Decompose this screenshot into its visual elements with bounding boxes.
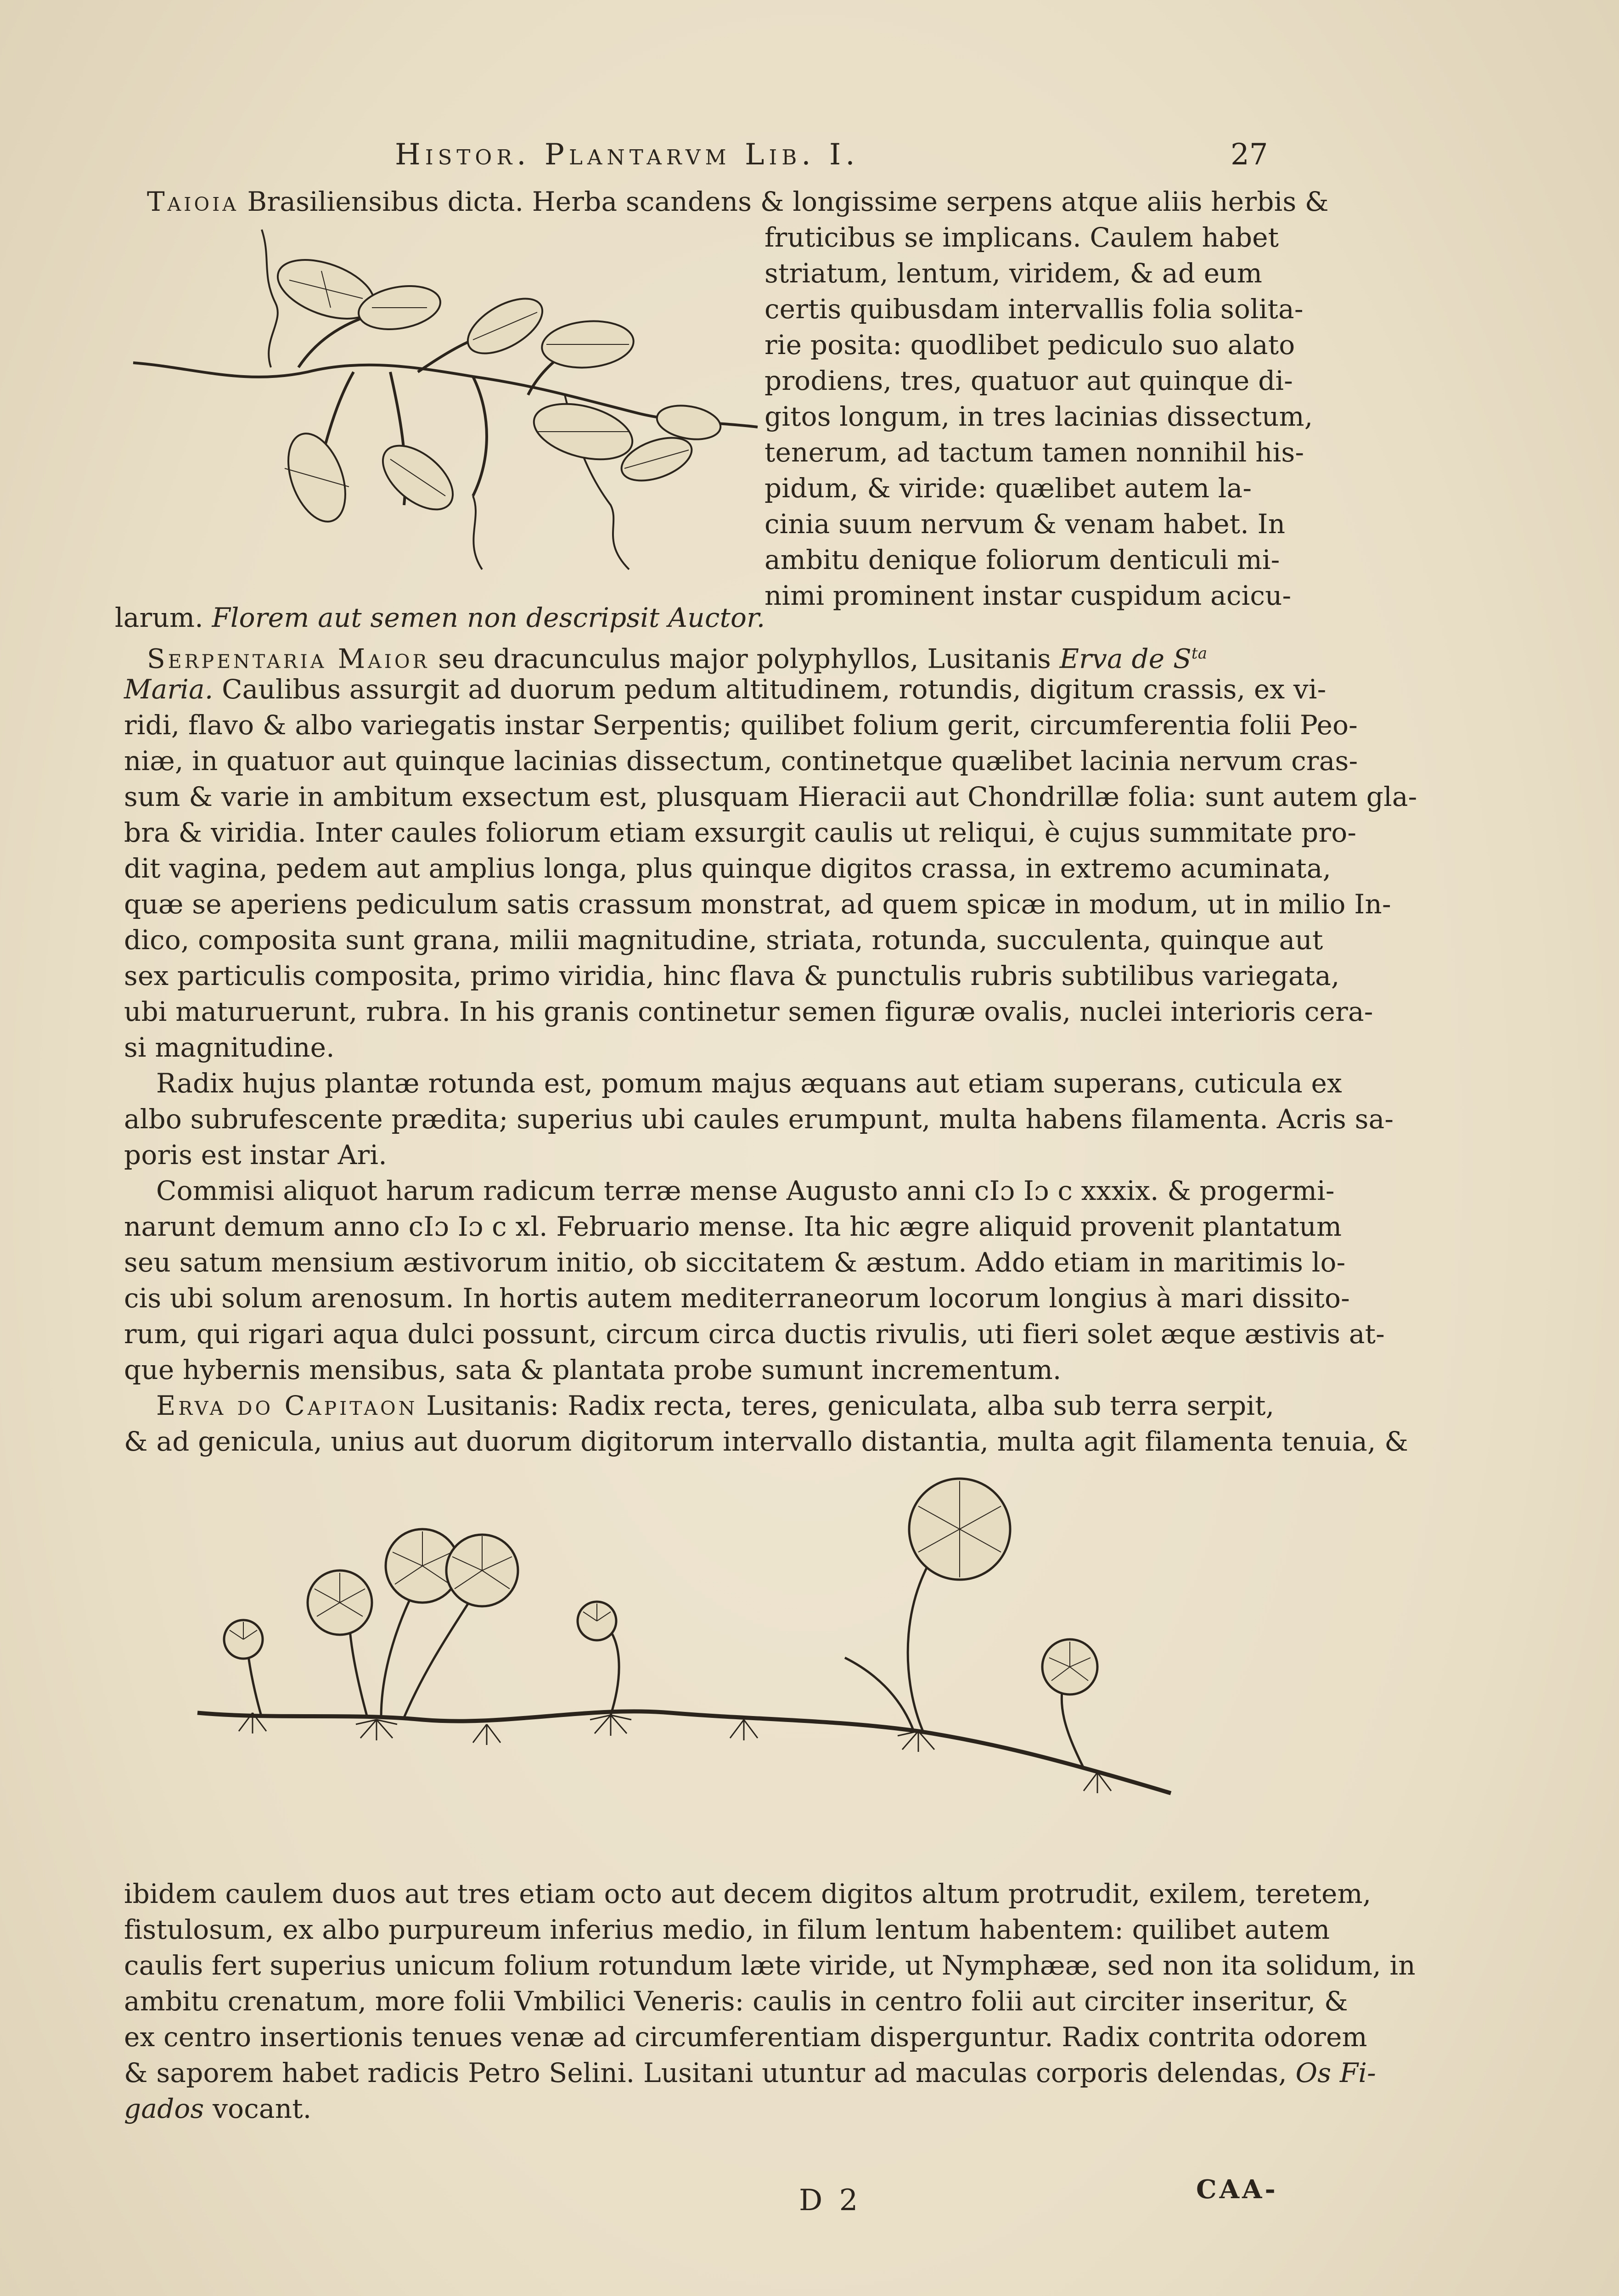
serpentaria-line-15: Commisi aliquot harum radicum terræ mense Augusto anni cIɔ Iɔ c xxxix. & progermi- <box>156 1175 1335 1206</box>
serpentaria-line-3: niæ, in quatuor aut quinque lacinias dissectum, continetque quælibet lacinia nervum cras- <box>124 745 1358 777</box>
taioia-line-9: cinia suum nervum & venam habet. In <box>765 508 1286 540</box>
erva-do-capitaon-woodcut-illustration <box>184 1456 1185 1823</box>
serpentaria-line-12: Radix hujus plantæ rotunda est, pomum majus æquans aut etiam superans, cuticula ex <box>156 1068 1342 1099</box>
taioia-woodcut-illustration <box>124 220 767 606</box>
taioia-line-0 <box>147 184 1329 219</box>
erva-line-3: fistulosum, ex albo purpureum inferius medio, in filum lentum habentem: quilibet autem <box>124 1914 1330 1945</box>
serpentaria-line-7: quæ se aperiens pediculum satis crassum monstrat, ad quem spicæ in modum, ut in milio In- <box>124 889 1391 920</box>
text-span: larum. <box>115 602 212 633</box>
plant-name-taioia: Taioia <box>147 186 239 217</box>
catchword: CAA- <box>1196 2174 1278 2205</box>
taioia-line-2: striatum, lentum, viridem, & ad eum <box>765 258 1263 289</box>
taioia-line-4: rie posita: quodlibet pediculo suo alato <box>765 329 1295 360</box>
serpentaria-line-8: dico, composita sunt grana, milii magnitudine, striata, rotunda, succulenta, quinque aut <box>124 924 1323 956</box>
plant-name-serpentaria: Serpentaria Maior <box>147 643 430 675</box>
serpentaria-line-6: dit vagina, pedem aut amplius longa, plus quinque digitos crassa, in extremo acuminata, <box>124 853 1332 884</box>
serpentaria-line-13: albo subrufescente prædita; superius ubi caules erumpunt, multa habens filamenta. Acris sa- <box>124 1103 1394 1135</box>
serpentaria-line-18: cis ubi solum arenosum. In hortis autem mediterraneorum locorum longius à mari dissito- <box>124 1283 1350 1314</box>
page-number: 27 <box>1231 138 1268 172</box>
taioia-line-8: pidum, & viride: quælibet autem la- <box>765 473 1252 504</box>
taioia-last-line <box>115 600 765 636</box>
taioia-line-10: ambitu denique foliorum denticuli mi- <box>765 544 1280 575</box>
erva-line-8 <box>124 2091 311 2127</box>
text-span: vocant. <box>204 2093 312 2124</box>
signature-mark: D 2 <box>799 2183 862 2217</box>
erva-line-1: & ad genicula, unius aut duorum digitorum intervallo distantia, multa agit filamenta tenuia, & <box>124 1426 1409 1457</box>
plant-name-erva: Erva do Capitaon <box>156 1390 418 1421</box>
taioia-line-6: gitos longum, in tres lacinias dissectum, <box>765 401 1313 432</box>
serpentaria-line-0 <box>147 636 1207 676</box>
serpentaria-line-2: ridi, flavo & albo variegatis instar Serpentis; quilibet folium gerit, circumferentia folii Peo- <box>124 709 1358 741</box>
erva-line-5: ambitu crenatum, more folii Vmbilici Veneris: caulis in centro folii aut circiter inseritur, & <box>124 1986 1348 2017</box>
serpentaria-line-20: que hybernis mensibus, sata & plantata probe sumunt incrementum. <box>124 1354 1062 1385</box>
text-span: Caulibus assurgit ad duorum pedum altitudinem, rotundis, digitum crassis, ex vi- <box>213 674 1327 705</box>
superscript: ta <box>1191 644 1208 663</box>
taioia-line-5: prodiens, tres, quatuor aut quinque di- <box>765 365 1293 396</box>
text-span: Brasiliensibus dicta. Herba scandens & longissime serpens atque aliis herbis & <box>238 186 1329 217</box>
taioia-line-7: tenerum, ad tactum tamen nonnihil his- <box>765 437 1304 468</box>
erva-line-7 <box>124 2055 1376 2091</box>
italic-span: Maria. <box>124 674 214 705</box>
italic-span: Florem aut semen non descripsit Auctor. <box>212 602 765 633</box>
taioia-line-11: nimi prominent instar cuspidum acicu- <box>765 580 1292 611</box>
serpentaria-line-10: ubi maturuerunt, rubra. In his granis continetur semen figuræ ovalis, nuclei interioris cera- <box>124 996 1373 1027</box>
erva-line-4: caulis fert superius unicum folium rotundum læte viride, ut Nymphææ, sed non ita solidum, in <box>124 1950 1416 1981</box>
erva-line-2: ibidem caulem duos aut tres etiam octo aut decem digitos altum protrudit, exilem, teretem, <box>124 1878 1372 1909</box>
serpentaria-line-14: poris est instar Ari. <box>124 1139 387 1171</box>
taioia-line-3: certis quibusdam intervallis folia solita- <box>765 293 1304 325</box>
serpentaria-line-11: si magnitudine. <box>124 1032 335 1063</box>
serpentaria-line-5: bra & viridia. Inter caules foliorum etiam exsurgit caulis ut reliqui, è cujus summitate pro- <box>124 817 1357 848</box>
italic-span: Os Fi- <box>1295 2057 1376 2088</box>
erva-line-0 <box>156 1388 1274 1424</box>
serpentaria-line-16: narunt demum anno cIɔ Iɔ c xl. Februario mense. Ita hic ægre aliquid provenit plantatum <box>124 1211 1342 1242</box>
italic-span: Erva de S <box>1059 643 1192 675</box>
serpentaria-line-17: seu satum mensium æstivorum initio, ob siccitatem & æstum. Addo etiam in maritimis lo- <box>124 1247 1346 1278</box>
text-span: Lusitanis: Radix recta, teres, geniculata, alba sub terra serpit, <box>417 1390 1275 1421</box>
erva-line-6: ex centro insertionis tenues venæ ad circumferentiam disperguntur. Radix contrita odorem <box>124 2021 1367 2053</box>
taioia-line-1: fruticibus se implicans. Caulem habet <box>765 222 1279 253</box>
serpentaria-line-1 <box>124 671 1326 707</box>
text-span: & saporem habet radicis Petro Selini. Lusitani utuntur ad maculas corporis delendas, <box>124 2057 1287 2088</box>
italic-span: gados <box>124 2093 204 2124</box>
serpentaria-line-9: sex particulis composita, primo viridia, hinc flava & punctulis rubris subtilibus variegata, <box>124 960 1340 991</box>
text-span: seu dracunculus major polyphyllos, Lusitanis <box>429 643 1060 675</box>
serpentaria-line-4: sum & varie in ambitum exsectum est, plusquam Hieracii aut Chondrillæ folia: sunt autem gla- <box>124 781 1417 812</box>
serpentaria-line-19: rum, qui rigari aqua dulci possunt, circum circa ductis rivulis, uti fieri solet æque æstivis at- <box>124 1318 1385 1350</box>
running-title: Histor. Plantarvm Lib. I. <box>395 138 860 172</box>
